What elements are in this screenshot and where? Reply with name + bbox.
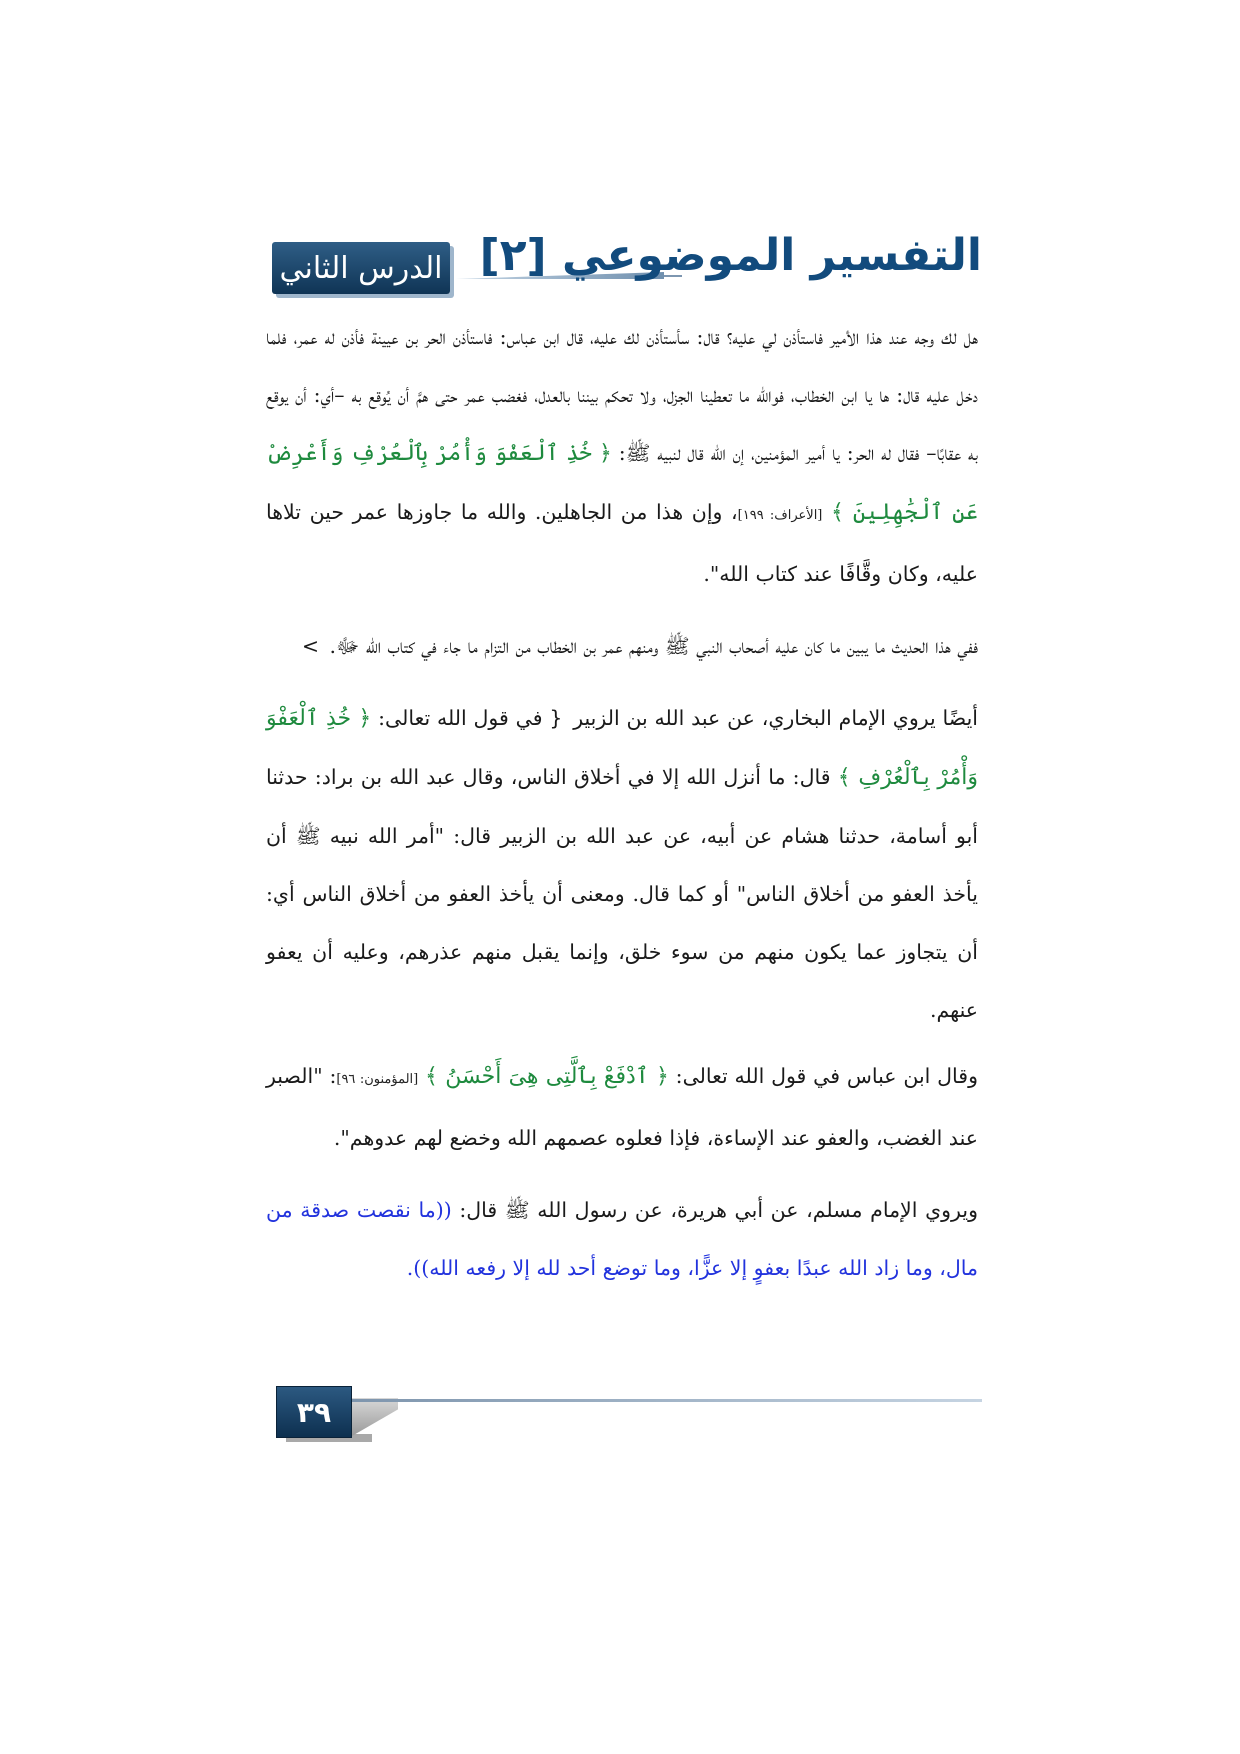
footer-divider xyxy=(352,1399,982,1402)
paragraph-1 xyxy=(266,308,978,603)
paragraph-4-start: وقال ابن عباس في قول الله تعالى: xyxy=(675,1064,978,1088)
book-title: التفسير الموضوعي [٢] xyxy=(479,230,982,281)
paragraph-1-end: ، وإن هذا من الجاهلين. والله ما جاوزها عمر حين تلاها عليه، وكان وقَّافًا عند كتاب الله". xyxy=(266,500,978,586)
paragraph-2-text: ففي هذا الحديث ما يبين ما كان عليه أصحاب النبي ﷺ ومنهم عمر بن الخطاب من التزام ما جاء في كتاب الله ﷻ. xyxy=(329,634,978,658)
footer-wedge xyxy=(352,1398,398,1436)
paragraph-1-text: هل لك وجه عند هذا الأمير فاستأذن لي عليه؟ قال: سأستأذن لك عليه، قال ابن عباس: فاستأذن الحر بن عيينة فأذن له عمر، فلما دخل عليه قال: ها يا ابن الخطاب، فوالله ما تعطينا الجزل، ولا تحكم بيننا بالعدل، فغضب عمر حتى همَّ أن يُوقع به –أي: أن يوقع به عقابًا– فقال له الحر: يا أمير المؤمنين، إن الله قال لنبيه ﷺ: xyxy=(266,325,978,465)
paragraph-3-end: قال: ما أنزل الله إلا في أخلاق الناس، وقال عبد الله بن براد: حدثنا أبو أسامة، حدثنا هشام عن أبيه، عن عبد الله بن الزبير قال: "أمر الله نبيه ﷺ أن يأخذ العفو من أخلاق الناس" أو كما قال. ومعنى أن يأخذ العفو من أخلاق الناس أي: أن يتجاوز عما يكون منهم من سوء خلق، وإنما يقبل منهم عذرهم، وعليه أن يعفو عنهم. xyxy=(266,765,978,1022)
page-number: ٣٩ xyxy=(296,1395,332,1429)
paragraph-4 xyxy=(266,1047,978,1167)
verse-reference: [الأعراف: ١٩٩] xyxy=(737,508,823,523)
quran-verse: ﴿ خُذِ ٱلْعَفْوَ وَأْمُرْ بِٱلْعُرْفِ ﴾ xyxy=(266,706,978,790)
page-footer xyxy=(276,1386,982,1442)
paragraph-4-end: : "الصبر عند الغضب، والعفو عند الإساءة، فإذا فعلوه عصمهم الله وخضع لهم عدوهم". xyxy=(266,1064,978,1150)
quran-verse: ﴿ خُذِ ٱلْعَفْوَ وَأْمُرْ بِٱلْعُرْفِ وَأَعْرِضْ عَنِ ٱلْجَٰهِلِينَ ﴾ xyxy=(266,441,978,525)
lesson-badge xyxy=(272,242,450,294)
paragraph-2-marker: > xyxy=(301,634,320,658)
hadith-text: ((ما نقصت صدقة من مال، وما زاد الله عبدًا بعفوٍ إلا عزًّا، وما توضع أحد لله إلا رفعه الله)). xyxy=(266,1198,978,1280)
verse-reference: [المؤمنون: ٩٦] xyxy=(336,1072,419,1087)
quran-verse: ﴿ ٱدْفَعْ بِٱلَّتِى هِىَ أَحْسَنُ ﴾ xyxy=(425,1064,669,1089)
paragraph-3-marker: { xyxy=(549,706,563,730)
paragraph-2 xyxy=(266,617,978,675)
paragraph-5 xyxy=(266,1181,978,1297)
paragraph-3 xyxy=(266,689,978,1039)
page-header xyxy=(272,230,982,298)
page-body xyxy=(266,308,978,1305)
paragraph-5-start: ويروي الإمام مسلم، عن أبي هريرة، عن رسول الله ﷺ قال: xyxy=(459,1198,978,1222)
paragraph-3-start: أيضًا يروي الإمام البخاري، عن عبد الله بن الزبير xyxy=(573,706,978,730)
page-number-box xyxy=(276,1386,352,1438)
lesson-label: الدرس الثاني xyxy=(279,250,443,286)
paragraph-3-mid: في قول الله تعالى: xyxy=(378,706,543,730)
